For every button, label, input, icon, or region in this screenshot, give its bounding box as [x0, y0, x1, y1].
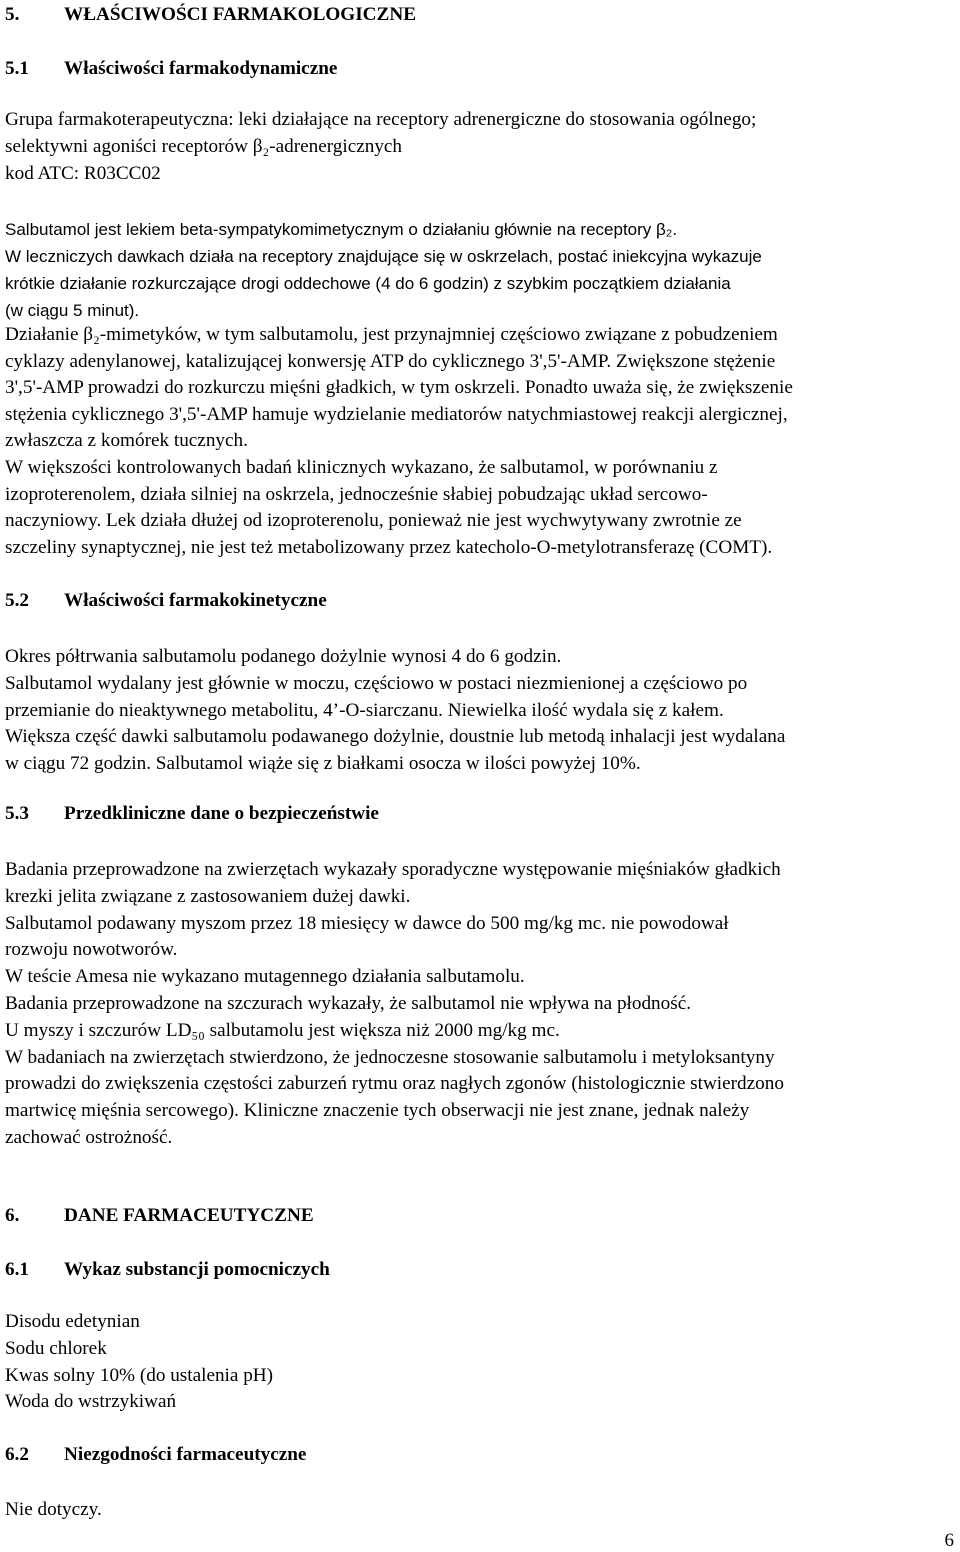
- text-line: naczyniowy. Lek działa dłużej od izoproterenolu, ponieważ nie jest wychwytywany zwrotnie ze: [5, 510, 742, 532]
- section-5-2-heading: [5, 590, 327, 612]
- text-line: Salbutamol wydalany jest głównie w moczu, częściowo w postaci niezmienionej a częściowo po: [5, 672, 748, 694]
- text-line: W leczniczych dawkach działa na receptory znajdujące się w oskrzelach, postać iniekcyjna wykazuje: [5, 247, 762, 266]
- section-6-1-heading: [5, 1259, 330, 1281]
- section-title: DANE FARMACEUTYCZNE: [64, 1205, 314, 1226]
- mechanism-paragraph: [5, 216, 955, 324]
- section-6-heading: [5, 1205, 314, 1227]
- section-title: Przedkliniczne dane o bezpieczeństwie: [64, 803, 379, 824]
- text-line: U myszy i szczurów LD₅₀ salbutamolu jest większa niż 2000 mg/kg mc.: [5, 1019, 560, 1041]
- excipients-list: [5, 1309, 955, 1416]
- text-line: Salbutamol podawany myszom przez 18 miesięcy w dawce do 500 mg/kg mc. nie powodował: [5, 912, 729, 934]
- pharmacodynamics-paragraph: [5, 322, 955, 561]
- list-item: Kwas solny 10% (do ustalenia pH): [5, 1364, 274, 1386]
- section-title: WŁAŚCIWOŚCI FARMAKOLOGICZNE: [64, 4, 416, 25]
- text-line: stężenia cyklicznego 3',5'-AMP hamuje wydzielanie mediatorów natychmiastowej reakcji alergicznej,: [5, 403, 788, 425]
- section-5-3-heading: [5, 803, 379, 825]
- text-line: Działanie β₂-mimetyków, w tym salbutamolu, jest przynajmniej częściowo związane z pobudzeniem: [5, 324, 778, 345]
- text-line: prowadzi do zwiększenia częstości zaburzeń rytmu oraz nagłych zgonów (histologicznie stwierdzono: [5, 1073, 784, 1095]
- text-line: W teście Amesa nie wykazano mutagennego działania salbutamolu.: [5, 966, 525, 988]
- group-line: Grupa farmakoterapeutyczna: leki działające na receptory adrenergiczne do stosowania ogólnego;: [5, 109, 757, 130]
- list-item: Disodu edetynian: [5, 1311, 140, 1332]
- text-line: 3',5'-AMP prowadzi do rozkurczu mięśni gładkich, w tym oskrzeli. Ponadto uważa się, że zwiększenie: [5, 377, 793, 399]
- text-line: martwicę mięśnia sercowego). Kliniczne znaczenie tych obserwacji nie jest znane, jednak należy: [5, 1100, 750, 1122]
- text-line: Salbutamol jest lekiem beta-sympatykomimetycznym o działaniu głównie na receptory β₂.: [5, 220, 678, 239]
- section-number: 5.3: [5, 803, 29, 824]
- text-line: Większa część dawki salbutamolu podawanego dożylnie, doustnie lub metodą inhalacji jest wydalana: [5, 726, 786, 748]
- text-line: rozwoju nowotworów.: [5, 939, 178, 961]
- text-line: zachować ostrożność.: [5, 1126, 173, 1148]
- section-6-2-heading: [5, 1444, 306, 1466]
- text-line: cyklazy adenylanowej, katalizującej konwersję ATP do cyklicznego 3',5'-AMP. Zwiększone stężenie: [5, 350, 776, 372]
- group-line: selektywni agoniści receptorów β₂-adrenergicznych: [5, 135, 403, 157]
- section-title: Właściwości farmakokinetyczne: [64, 590, 327, 611]
- text-line: krótkie działanie rozkurczające drogi oddechowe (4 do 6 godzin) z szybkim początkiem działania: [5, 274, 731, 293]
- text-line: izoproterenolem, działa silniej na oskrzela, jednocześnie słabiej pobudzając układ sercowo-: [5, 483, 708, 505]
- list-item: Sodu chlorek: [5, 1337, 107, 1359]
- section-title: Właściwości farmakodynamiczne: [64, 58, 338, 79]
- text-line: szczeliny synaptycznej, nie jest też metabolizowany przez katecholo-O-metylotransferazę (COMT).: [5, 536, 773, 558]
- section-5-1-heading: [5, 58, 337, 80]
- pharmacotherapeutic-group: [5, 107, 955, 187]
- section-title: Niezgodności farmaceutyczne: [64, 1444, 307, 1465]
- section-number: 5.2: [5, 590, 29, 611]
- preclinical-paragraph: [5, 857, 955, 1152]
- section-number: 6.2: [5, 1444, 29, 1465]
- section-5-heading: [5, 4, 416, 26]
- section-number: 6.: [5, 1205, 20, 1226]
- text-line: W większości kontrolowanych badań klinicznych wykazano, że salbutamol, w porównaniu z: [5, 456, 718, 478]
- list-item: Woda do wstrzykiwań: [5, 1391, 177, 1413]
- text-line: krezki jelita związane z zastosowaniem dużej dawki.: [5, 885, 411, 907]
- text-line: Nie dotyczy.: [5, 1499, 102, 1520]
- text-line: przemianie do nieaktywnego metabolitu, 4’-O-siarczanu. Niewielka ilość wydala się z kałem.: [5, 699, 724, 721]
- section-number: 6.1: [5, 1259, 29, 1280]
- atc-code: kod ATC: R03CC02: [5, 162, 161, 184]
- text-line: (w ciągu 5 minut).: [5, 301, 140, 320]
- incompatibilities-text: [5, 1497, 955, 1524]
- page-number: 6: [944, 1530, 954, 1551]
- pharmacokinetics-paragraph: [5, 644, 955, 778]
- text-line: zwłaszcza z komórek tucznych.: [5, 430, 248, 452]
- text-line: W badaniach na zwierzętach stwierdzono, że jednoczesne stosowanie salbutamolu i metyloksantyny: [5, 1046, 775, 1068]
- section-number: 5.: [5, 4, 20, 25]
- section-number: 5.1: [5, 58, 29, 79]
- section-title: Wykaz substancji pomocniczych: [64, 1259, 330, 1280]
- text-line: Badania przeprowadzone na szczurach wykazały, że salbutamol nie wpływa na płodność.: [5, 992, 692, 1014]
- text-line: Badania przeprowadzone na zwierzętach wykazały sporadyczne występowanie mięśniaków gładkich: [5, 859, 781, 880]
- text-line: w ciągu 72 godzin. Salbutamol wiąże się z białkami osocza w ilości powyżej 10%.: [5, 753, 641, 775]
- text-line: Okres półtrwania salbutamolu podanego dożylnie wynosi 4 do 6 godzin.: [5, 646, 562, 667]
